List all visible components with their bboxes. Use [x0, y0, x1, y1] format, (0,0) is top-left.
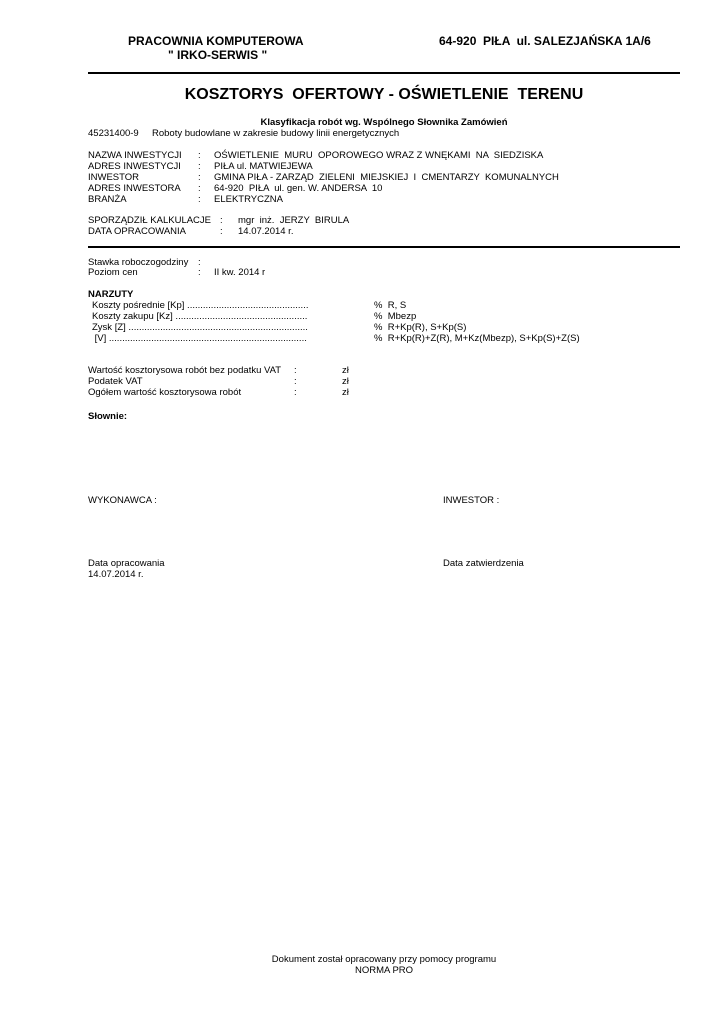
- prepared-date-label: DATA OPRACOWANIA: [88, 226, 187, 237]
- overhead-formula: % R, S: [374, 300, 407, 311]
- footer-program: NORMA PRO: [354, 965, 414, 976]
- info-colon: :: [198, 161, 201, 172]
- info-colon: :: [198, 150, 201, 161]
- profit-formula: % R+Kp(R), S+Kp(S): [374, 322, 467, 333]
- value-colon: :: [294, 365, 297, 376]
- info-value: PIŁA ul. MATWIEJEWA: [214, 161, 313, 172]
- company-address: 64-920 PIŁA ul. SALEZJAŃSKA 1A/6: [439, 34, 651, 48]
- profit-label: Zysk [Z] ....................................................................: [92, 323, 308, 333]
- vat-label: [V] ...........................................................................: [92, 334, 307, 344]
- approval-date-label: Data zatwierdzenia: [443, 558, 524, 569]
- overhead-label: Koszty pośrednie [Kp] ..............................................: [92, 301, 309, 311]
- net-value-label: Wartość kosztorysowa robót bez podatku VAT: [88, 365, 282, 376]
- prepared-by-label: SPORZĄDZIŁ KALKULACJE: [88, 215, 212, 226]
- header-divider: [88, 72, 680, 74]
- company-name-sub: " IRKO-SERWIS ": [168, 48, 268, 62]
- footer-note: Dokument został opracowany przy pomocy programu: [271, 954, 497, 965]
- cpv-code: 45231400-9: [88, 128, 139, 139]
- info-colon: :: [198, 194, 201, 205]
- prepared-colon: :: [220, 226, 223, 237]
- cpv-description: Roboty budowlane w zakresie budowy linii energetycznych: [152, 128, 400, 139]
- rate-colon: :: [198, 267, 201, 278]
- in-words-label: Słownie:: [88, 411, 128, 422]
- vat-tax-label: Podatek VAT: [88, 376, 143, 387]
- price-level-value: II kw. 2014 r: [214, 267, 266, 278]
- prep-date-label: Data opracowania: [88, 558, 165, 569]
- vat-formula: % R+Kp(R)+Z(R), M+Kz(Mbezp), S+Kp(S)+Z(S): [374, 333, 580, 344]
- page-title: KOSZTORYS OFERTOWY - OŚWIETLENIE TERENU: [184, 86, 584, 103]
- info-label: BRANŻA: [88, 194, 127, 205]
- narzuty-heading: NARZUTY: [88, 289, 134, 300]
- purchase-cost-formula: % Mbezp: [374, 311, 417, 322]
- prepared-by-value: mgr inż. JERZY BIRULA: [238, 215, 350, 226]
- info-label: INWESTOR: [88, 172, 140, 183]
- value-colon: :: [294, 387, 297, 398]
- investor-label: INWESTOR :: [443, 495, 500, 506]
- prep-date-value: 14.07.2014 r.: [88, 569, 144, 580]
- info-value: ELEKTRYCZNA: [214, 194, 283, 205]
- total-value-unit: zł: [342, 387, 349, 398]
- info-colon: :: [198, 172, 201, 183]
- info-value: GMINA PIŁA - ZARZĄD ZIELENI MIEJSKIEJ I CMENTARZY KOMUNALNYCH: [214, 172, 559, 183]
- contractor-label: WYKONAWCA :: [88, 495, 157, 506]
- total-value-label: Ogółem wartość kosztorysowa robót: [88, 387, 242, 398]
- prepared-date-value: 14.07.2014 r.: [238, 226, 294, 237]
- purchase-cost-label: Koszty zakupu [Kz] ..................................................: [92, 312, 308, 322]
- info-label: ADRES INWESTORA: [88, 183, 181, 194]
- vat-tax-unit: zł: [342, 376, 349, 387]
- net-value-unit: zł: [342, 365, 349, 376]
- info-value: 64-920 PIŁA ul. gen. W. ANDERSA 10: [214, 183, 383, 194]
- info-colon: :: [198, 183, 201, 194]
- info-value: OŚWIETLENIE MURU OPOROWEGO WRAZ Z WNĘKAMI NA SIEDZISKA: [214, 150, 544, 161]
- section-divider: [88, 246, 680, 248]
- company-name: PRACOWNIA KOMPUTEROWA: [128, 34, 304, 48]
- prepared-colon: :: [220, 215, 223, 226]
- labor-rate-label: Stawka roboczogodziny: [88, 257, 189, 268]
- info-label: ADRES INWESTYCJI: [88, 161, 181, 172]
- classification-heading: Klasyfikacja robót wg. Wspólnego Słownika Zamówień: [260, 117, 508, 128]
- info-label: NAZWA INWESTYCJI: [88, 150, 182, 161]
- value-colon: :: [294, 376, 297, 387]
- rate-colon: :: [198, 257, 201, 268]
- price-level-label: Poziom cen: [88, 267, 138, 278]
